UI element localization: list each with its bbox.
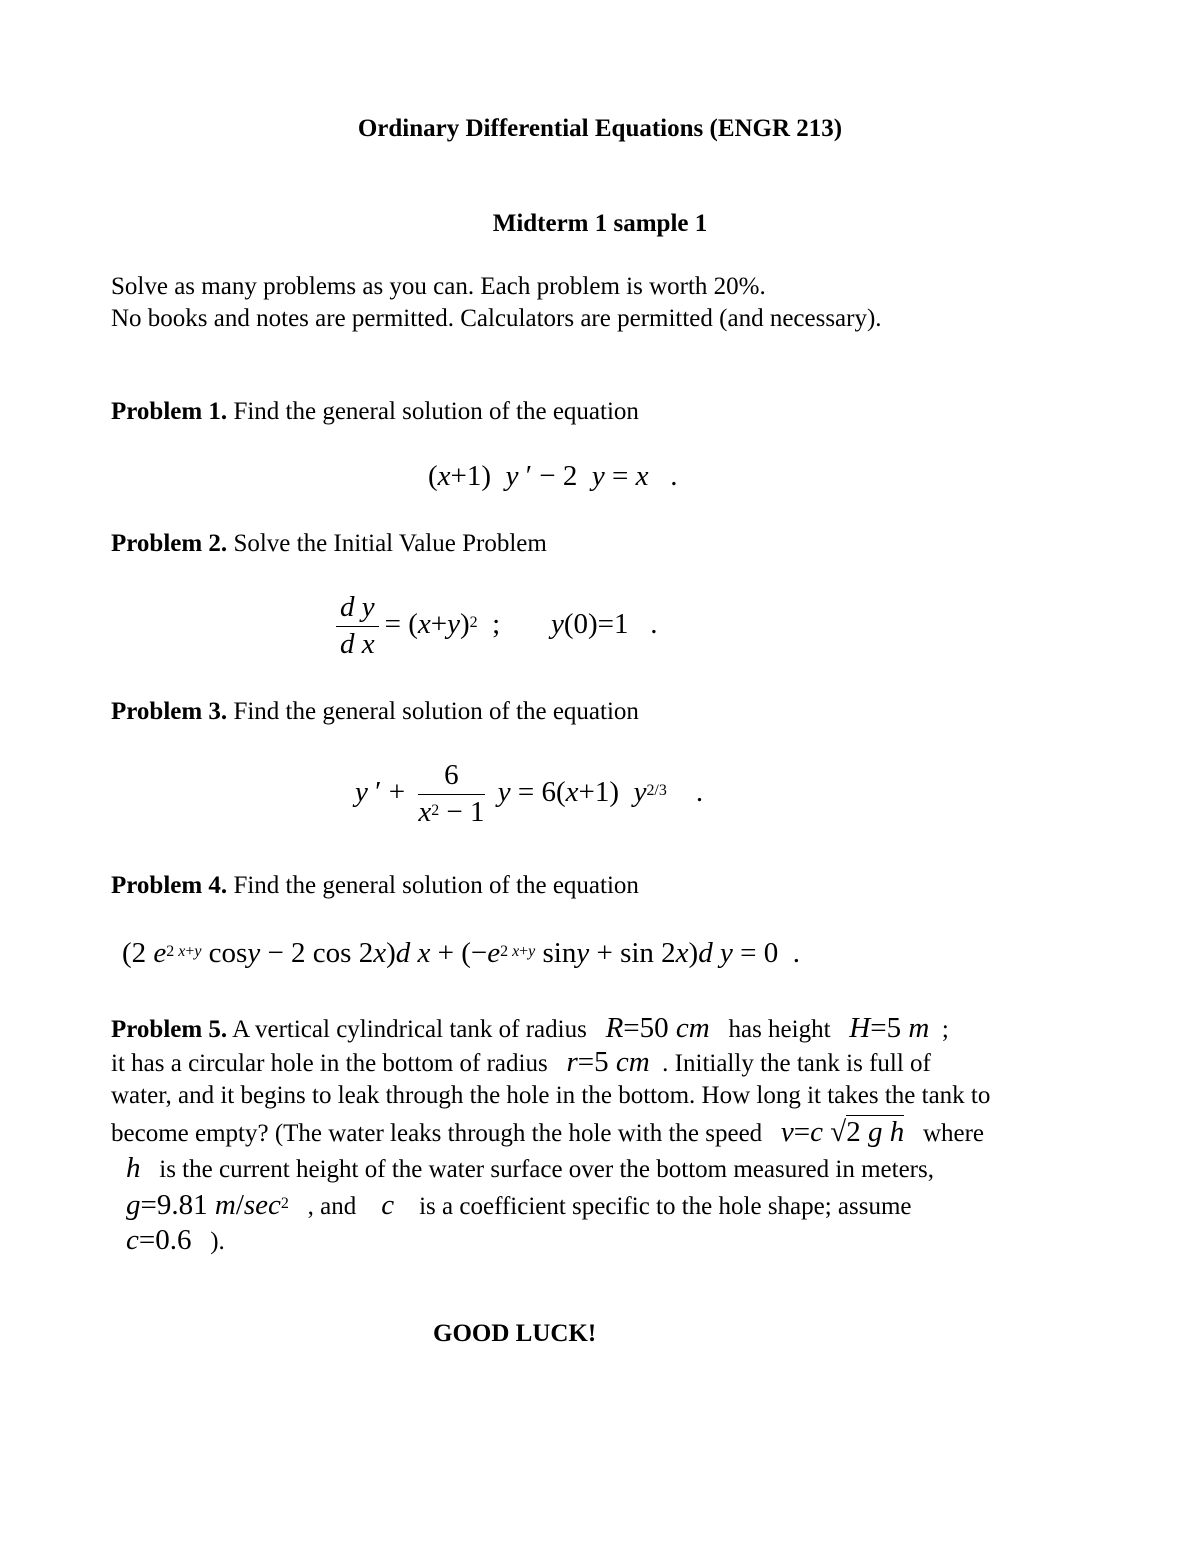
problem-2-label: Problem 2. [111, 530, 228, 557]
problem-5-text-8: , and [307, 1193, 357, 1220]
leak-speed-expression: v=c √2 g h [780, 1116, 905, 1148]
tank-height-expression: H=5 m [849, 1012, 930, 1044]
problem-3-text: Find the general solution of the equation [233, 698, 639, 725]
coefficient-variable-c: c [381, 1189, 395, 1221]
problem-5-text-3: it has a circular hole in the bottom of radius [111, 1050, 548, 1077]
instruction-line-1: Solve as many problems as you can. Each problem is worth 20%. [111, 273, 766, 300]
problem-1-label: Problem 1. [111, 398, 228, 425]
closing-message: GOOD LUCK! [433, 1320, 597, 1347]
problem-5-text-1: A vertical cylindrical tank of radius [232, 1016, 587, 1043]
problem-5-text-10: ). [210, 1228, 225, 1255]
hole-radius-expression: r=5 cm [566, 1046, 650, 1078]
instruction-line-2: No books and notes are permitted. Calculators are permitted (and necessary). [111, 305, 882, 332]
coefficient-value-expression: c=0.6 [126, 1224, 192, 1256]
problem-2-statement [111, 530, 547, 558]
gravity-expression: g=9.81 $m/\sec^2$ [126, 1189, 289, 1221]
problem-3-equation: y ′ + $\frac{6}{x^2 - 1}$ y = 6(x+1) $y^{2/3}$ . [355, 759, 704, 828]
problem-5-text-4: . Initially the tank is full of [662, 1050, 931, 1077]
problem-4-text: Find the general solution of the equation [233, 872, 639, 899]
problem-5-line-5 [126, 1150, 934, 1188]
document-title: Ordinary Differential Equations (ENGR 213) [357, 115, 843, 142]
problem-1-equation: (x+1) y ′ − 2 y = x . [428, 460, 678, 492]
problem-5-line-7 [126, 1222, 225, 1260]
problem-4-equation: (2 $e^{2 x+y}$ cosy − 2 cos 2x)d $x + (-e^{2 x+y}$ siny + sin 2x)d y = 0 . [122, 937, 800, 969]
problem-1-text: Find the general solution of the equation [233, 398, 639, 425]
problem-2-equation: $\frac{\text{d y}}{\text{d x}}$ = $(x+y)^2$ ; y(0)=1 . [330, 592, 658, 661]
problem-5-line-2 [111, 1044, 931, 1082]
tank-radius-expression: R=50 cm [605, 1012, 710, 1044]
problem-3-statement [111, 698, 639, 726]
problem-5-line-1: Problem 5. A vertical cylindrical tank of radius R=50 cm has height H=5 m ; [111, 1012, 949, 1044]
problem-5-line-4 [111, 1114, 984, 1152]
problem-1-statement [111, 398, 639, 426]
problem-5-text-9: is a coefficient specific to the hole shape; assume [419, 1193, 912, 1220]
problem-3-label: Problem 3. [111, 698, 228, 725]
problem-2-text: Solve the Initial Value Problem [233, 530, 547, 557]
problem-4-statement [111, 872, 639, 900]
height-variable-h: h [126, 1152, 141, 1184]
problem-5-text-7: is the current height of the water surface over the bottom measured in meters, [159, 1156, 934, 1183]
problem-5-label: Problem 5. [111, 1016, 228, 1043]
problem-5-text-2: has height [728, 1016, 831, 1043]
document-subtitle: Midterm 1 sample 1 [492, 210, 708, 237]
problem-4-label: Problem 4. [111, 872, 228, 899]
problem-5-line-3: water, and it begins to leak through the hole in the bottom. How long it takes the tank to [111, 1082, 991, 1109]
problem-5-line-6 [126, 1187, 912, 1228]
problem-5-text-6: where [922, 1120, 985, 1147]
problem-5-text-5: become empty? (The water leaks through the hole with the speed [111, 1120, 763, 1147]
